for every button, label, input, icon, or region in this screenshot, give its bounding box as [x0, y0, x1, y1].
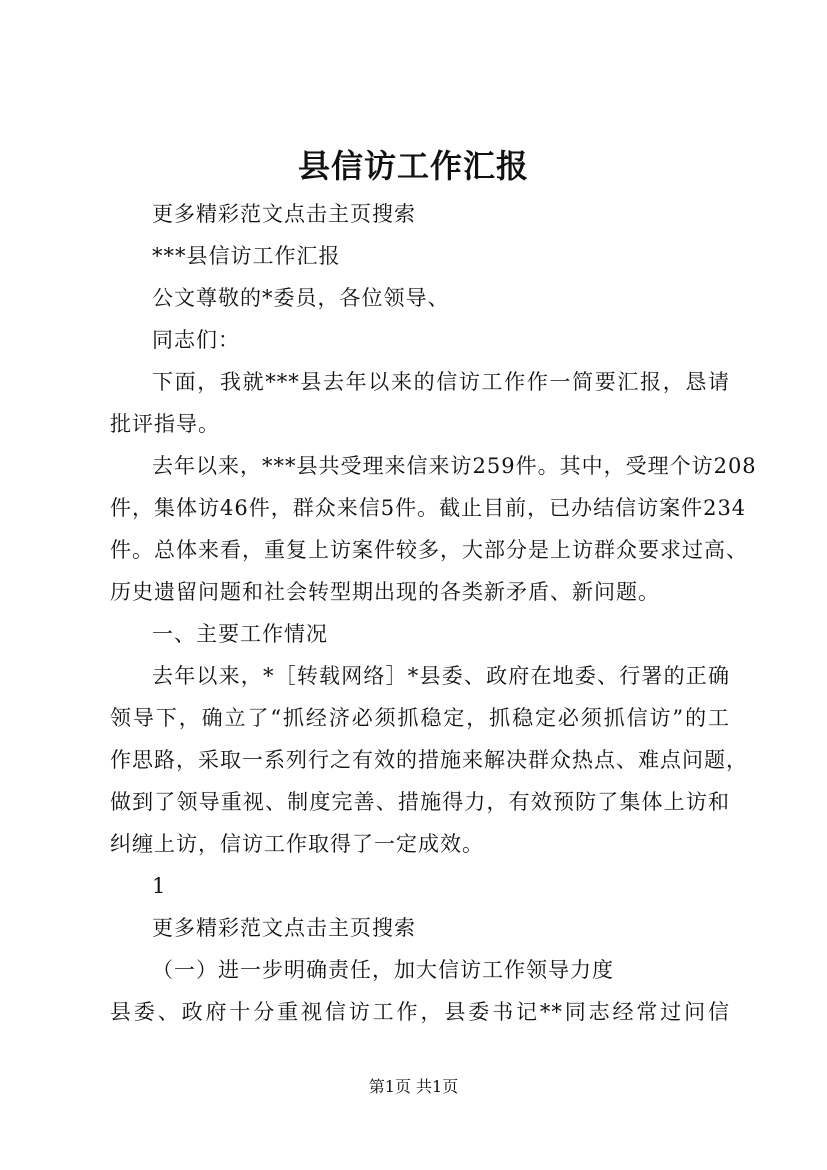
paragraph-line: 件。总体来看，重复上访案件较多，大部分是上访群众要求过高、 — [110, 538, 748, 562]
promo-line: 更多精彩范文点击主页搜索 — [152, 916, 416, 940]
paragraph-line: 作思路，采取一系列行之有效的措施来解决群众热点、难点问题， — [110, 748, 748, 772]
paragraph-line: 件，集体访46件，群众来信5件。截止目前，已办结信访案件234 — [110, 496, 747, 520]
subsection-heading: （一）进一步明确责任，加大信访工作领导力度 — [152, 958, 614, 982]
paragraph-line: 领导下，确立了“抓经济必须抓稳定，抓稳定必须抓信访”的工 — [110, 706, 730, 730]
page-footer: 第1页 共1页 — [368, 1077, 459, 1096]
paragraph-line: 批评指导。 — [110, 412, 220, 436]
subtitle-line: ***县信访工作汇报 — [152, 244, 341, 268]
promo-line: 更多精彩范文点击主页搜索 — [152, 202, 416, 226]
paragraph-line: 做到了领导重视、制度完善、措施得力，有效预防了集体上访和 — [110, 790, 730, 814]
document-title: 县信访工作汇报 — [297, 147, 529, 185]
salutation-line: 公文尊敬的*委员，各位领导、 — [152, 286, 450, 310]
paragraph-line: 县委、政府十分重视信访工作，县委书记**同志经常过问信 — [110, 1000, 730, 1024]
page-number-inline: 1 — [152, 874, 167, 898]
section-heading: 一、主要工作情况 — [152, 622, 328, 646]
paragraph-line: 下面，我就***县去年以来的信访工作作一简要汇报，恳请 — [152, 370, 730, 394]
paragraph-line: 历史遗留问题和社会转型期出现的各类新矛盾、新问题。 — [110, 580, 660, 604]
paragraph-line: 去年以来，***县共受理来信来访259件。其中，受理个访208 — [152, 454, 757, 478]
salutation-line-2: 同志们： — [152, 328, 240, 352]
paragraph-line: 去年以来，*［转载网络］*县委、政府在地委、行署的正确 — [152, 664, 730, 688]
paragraph-line: 纠缠上访，信访工作取得了一定成效。 — [110, 832, 484, 856]
